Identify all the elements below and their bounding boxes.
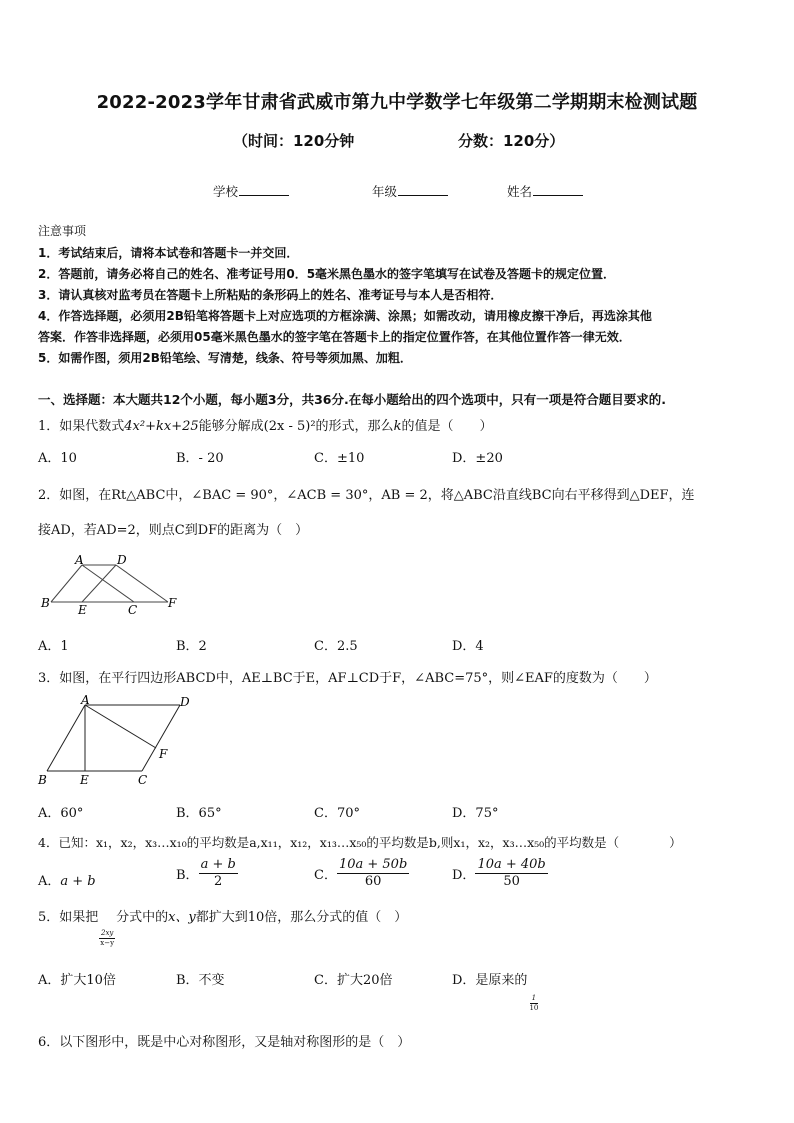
notes-heading: 注意事项 bbox=[38, 224, 87, 238]
q1-expression-2: (2x - 5)² bbox=[263, 419, 316, 434]
q2-triangle-figure bbox=[38, 553, 188, 619]
q5-option-d-fraction bbox=[527, 994, 540, 1013]
question-2-line-1: 2．如图，在Rt△ABC中，∠BAC = 90°，∠ACB = 30°，AB = 2，将△ABC沿直线BC向右平移得到△DEF，连 bbox=[38, 488, 695, 503]
label-e: E bbox=[78, 603, 87, 617]
side-ab bbox=[47, 705, 85, 771]
q4-option-b bbox=[176, 857, 238, 890]
fraction-numerator: 1 bbox=[531, 994, 537, 1002]
q1-expression: 4x²+kx+25 bbox=[124, 419, 199, 434]
fraction-numerator: a + b bbox=[200, 857, 236, 872]
q5-option-c: C．扩大20倍 bbox=[314, 973, 393, 988]
question-5 bbox=[38, 906, 407, 948]
altitude-af bbox=[85, 705, 156, 748]
q3-parallelogram-figure bbox=[36, 694, 206, 790]
segment-ac bbox=[82, 565, 134, 602]
question-2-line-2: 接AD，若AD=2，则点C到DF的距离为（ ） bbox=[38, 523, 309, 538]
q5-option-d bbox=[452, 969, 540, 1013]
note-item: 2．答题前，请务必将自己的姓名、准考证号用0．5毫米黑色墨水的签字笔填写在试卷及答题卡的规定位置． bbox=[38, 267, 616, 281]
q5-text: 都扩大到10倍，那么分式的值（ ） bbox=[195, 910, 408, 925]
q4-option-a bbox=[38, 870, 96, 889]
label-a: A bbox=[81, 694, 90, 707]
q4-option-a-value: a + b bbox=[60, 874, 96, 889]
name-label: 姓名 bbox=[507, 184, 533, 199]
q1-variable: k bbox=[393, 419, 402, 434]
label-f: F bbox=[168, 596, 177, 610]
grade-field bbox=[372, 182, 448, 200]
q4-option-d bbox=[452, 857, 548, 890]
label-b: B bbox=[38, 773, 47, 787]
q4-option-c bbox=[314, 857, 409, 890]
fraction-numerator: 10a + 50b bbox=[338, 857, 408, 872]
q4-option-b-fraction bbox=[199, 857, 238, 890]
q1-text: 能够分解成 bbox=[198, 419, 264, 434]
label-d: D bbox=[117, 553, 127, 567]
note-item: 5．如需作图，须用2B铅笔绘、写清楚，线条、符号等须加黑、加粗． bbox=[38, 351, 412, 365]
fraction-denominator: 2 bbox=[214, 874, 223, 889]
note-item: 1．考试结束后，请将本试卷和答题卡一并交回． bbox=[38, 246, 299, 260]
segment-ab bbox=[51, 565, 82, 602]
fraction-denominator: x−y bbox=[100, 939, 115, 947]
label-b: B bbox=[41, 596, 50, 610]
q3-option-a: A．60° bbox=[38, 806, 84, 821]
page-title: 2022-2023学年甘肃省武威市第九中学数学七年级第二学期期末检测试题 bbox=[96, 92, 698, 113]
q5-option-a: A．扩大10倍 bbox=[38, 973, 116, 988]
side-dc bbox=[142, 705, 180, 771]
q5-text: 分式中的 bbox=[116, 910, 169, 925]
q4-option-d-fraction bbox=[475, 857, 547, 890]
q1-text: 的形式，那么 bbox=[315, 419, 394, 434]
label-c: C bbox=[138, 773, 148, 787]
q4-option-d-label: D． bbox=[452, 868, 476, 883]
label-f: F bbox=[159, 747, 168, 761]
q1-text: 1．如果代数式 bbox=[38, 419, 125, 434]
question-4: 4．已知：x₁，x₂，x₃…x₁₀的平均数是a,x₁₁，x₁₂，x₁₃…x₅₀的平均数是b,则x₁，x₂，x₃…x₅₀的平均数是（ ） bbox=[38, 835, 682, 850]
fraction-numerator: 2xy bbox=[100, 929, 114, 937]
q5-fraction bbox=[98, 929, 116, 948]
note-item: 3．请认真核对监考员在答题卡上所粘贴的条形码上的姓名、准考证号与本人是否相符． bbox=[38, 288, 503, 302]
q5-text: 5．如果把 bbox=[38, 910, 99, 925]
name-blank bbox=[533, 184, 583, 196]
q1-text: 的值是（ ） bbox=[401, 419, 493, 434]
q1-option-d: D．±20 bbox=[452, 451, 503, 466]
q3-option-b: B．65° bbox=[176, 806, 222, 821]
q1-option-b: B．- 20 bbox=[176, 451, 224, 466]
label-a: A bbox=[75, 553, 84, 567]
school-label: 学校 bbox=[213, 184, 239, 199]
fraction-denominator: 60 bbox=[364, 874, 382, 889]
q4-option-c-label: C． bbox=[314, 868, 337, 883]
fraction-denominator: 10 bbox=[529, 1004, 539, 1012]
school-field bbox=[213, 182, 289, 200]
section-heading: 一、选择题：本大题共12个小题，每小题3分，共36分.在每小题给出的四个选项中，只有一项是符合题目要求的. bbox=[38, 392, 666, 407]
q4-option-b-label: B． bbox=[176, 868, 199, 883]
q5-option-d-text: D．是原来的 bbox=[452, 973, 528, 988]
segment-de bbox=[82, 565, 116, 602]
fraction-denominator: 50 bbox=[503, 874, 520, 889]
q3-option-d: D．75° bbox=[452, 806, 499, 821]
grade-blank bbox=[398, 184, 448, 196]
exam-score: 分数：120分） bbox=[458, 132, 565, 150]
q3-option-c: C．70° bbox=[314, 806, 360, 821]
q5-option-b: B．不变 bbox=[176, 973, 225, 988]
q2-option-c: C．2.5 bbox=[314, 639, 358, 654]
name-field bbox=[507, 182, 583, 200]
label-e: E bbox=[80, 773, 89, 787]
q4-option-a-label: A． bbox=[38, 874, 61, 889]
q1-option-a: A．10 bbox=[38, 451, 77, 466]
q2-option-a: A．1 bbox=[38, 639, 69, 654]
label-d: D bbox=[180, 695, 190, 709]
exam-time: （时间：120分钟 bbox=[233, 132, 355, 150]
segment-df bbox=[116, 565, 168, 602]
q5-variables: x、y bbox=[168, 910, 196, 925]
label-c: C bbox=[128, 603, 138, 617]
fraction-numerator: 10a + 40b bbox=[477, 857, 546, 872]
note-item: 4．作答选择题，必须用2B铅笔将答题卡上对应选项的方框涂满、涂黑；如需改动，请用橡皮擦干净后，再选涂其他 bbox=[38, 309, 652, 323]
question-6: 6．以下图形中，既是中心对称图形，又是轴对称图形的是（ ） bbox=[38, 1035, 411, 1050]
question-1 bbox=[38, 415, 492, 434]
note-item: 答案．作答非选择题，必须用05毫米黑色墨水的签字笔在答题卡上的指定位置作答，在其他位置作答一律无效． bbox=[38, 330, 631, 344]
q4-option-c-fraction bbox=[337, 857, 409, 890]
q2-option-d: D．4 bbox=[452, 639, 484, 654]
q1-option-c: C．±10 bbox=[314, 451, 365, 466]
question-3: 3．如图，在平行四边形ABCD中，AE⊥BC于E，AF⊥CD于F，∠ABC=75°，则∠EAF的度数为（ ） bbox=[38, 671, 657, 686]
q2-option-b: B．2 bbox=[176, 639, 207, 654]
grade-label: 年级 bbox=[372, 184, 398, 199]
school-blank bbox=[239, 184, 289, 196]
